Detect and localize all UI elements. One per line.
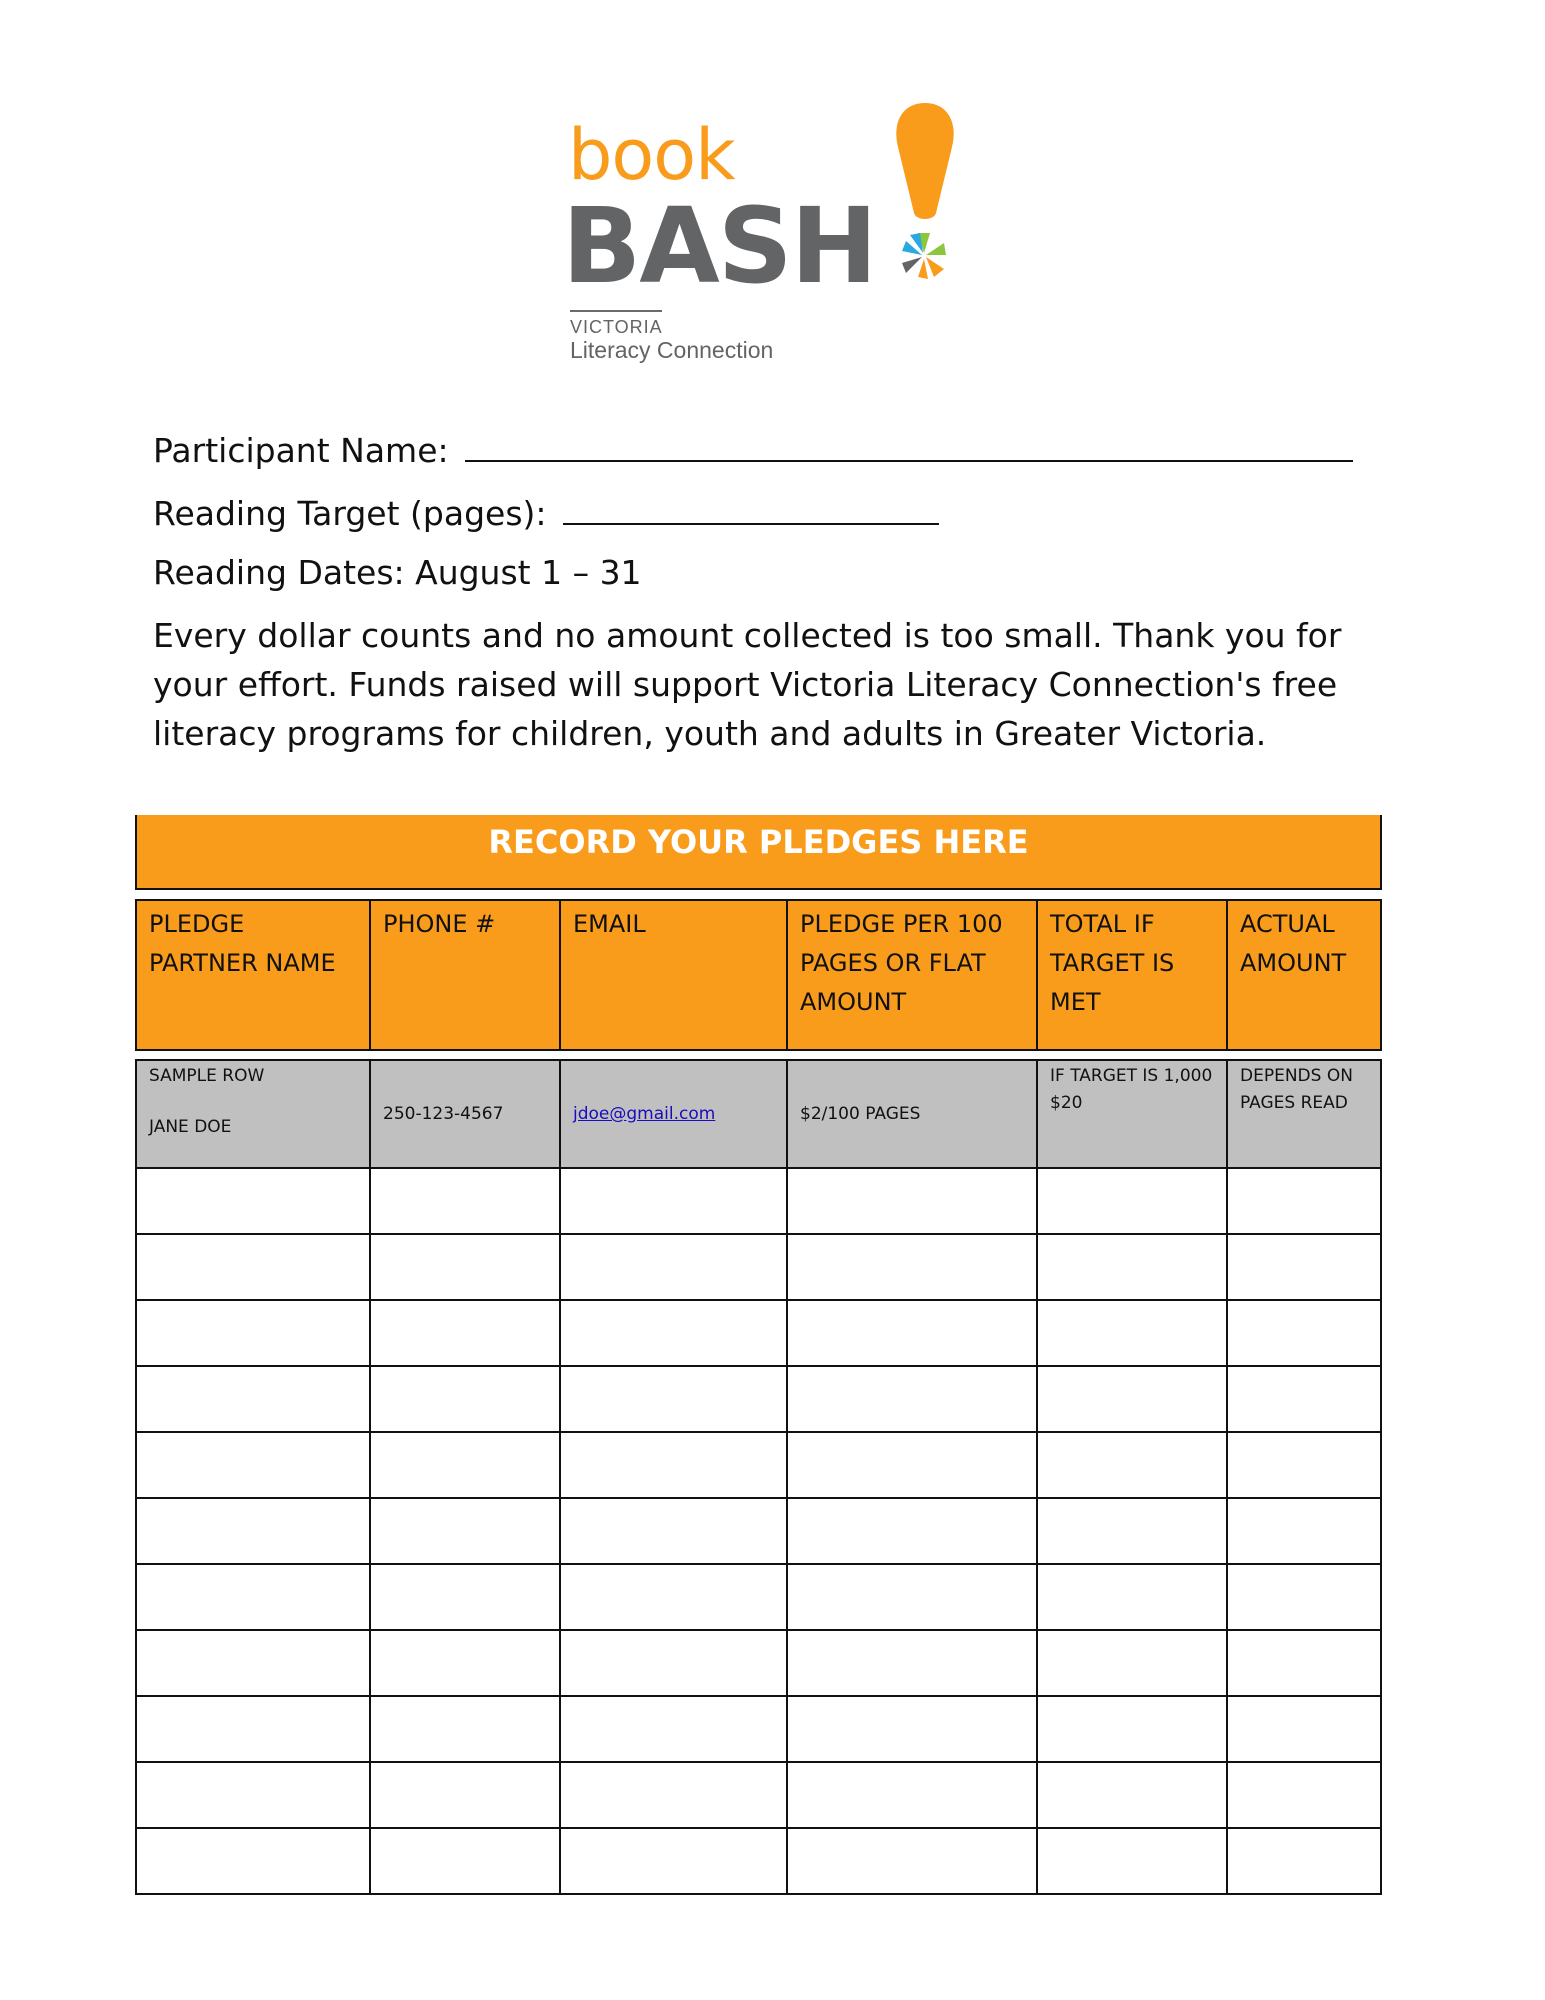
blank-pledge-row — [135, 1631, 1382, 1697]
reading-target-label: Reading Target (pages): — [153, 494, 547, 533]
blank-cell-total[interactable] — [1038, 1697, 1228, 1763]
blank-pledge-row — [135, 1565, 1382, 1631]
blank-cell-total[interactable] — [1038, 1499, 1228, 1565]
reading-target-row — [153, 493, 1373, 556]
blank-cell-actual[interactable] — [1228, 1697, 1382, 1763]
sample-total-cell — [1038, 1059, 1228, 1169]
blank-cell-phone[interactable] — [371, 1301, 561, 1367]
blank-cell-actual[interactable] — [1228, 1367, 1382, 1433]
blank-pledge-row — [135, 1763, 1382, 1829]
blank-cell-total[interactable] — [1038, 1763, 1228, 1829]
blank-cell-total[interactable] — [1038, 1433, 1228, 1499]
blank-cell-actual[interactable] — [1228, 1301, 1382, 1367]
blank-cell-email[interactable] — [561, 1367, 788, 1433]
blank-cell-email[interactable] — [561, 1763, 788, 1829]
blank-cell-phone[interactable] — [371, 1829, 561, 1895]
blank-cell-phone[interactable] — [371, 1235, 561, 1301]
sample-email-cell — [561, 1059, 788, 1169]
sample-pledge-cell — [788, 1059, 1038, 1169]
sample-actual-cell: DEPENDS ON PAGES READ — [1228, 1059, 1382, 1169]
blank-cell-actual[interactable] — [1228, 1235, 1382, 1301]
sample-total-condition: IF TARGET IS 1,000 — [1050, 1066, 1213, 1086]
form-info — [153, 430, 1373, 758]
sample-name: JANE DOE — [149, 1117, 232, 1137]
blank-cell-total[interactable] — [1038, 1829, 1228, 1895]
blank-cell-total[interactable] — [1038, 1367, 1228, 1433]
blank-cell-pledge[interactable] — [788, 1631, 1038, 1697]
reading-dates: Reading Dates: August 1 – 31 — [153, 553, 642, 592]
exclamation-leaf-icon — [880, 95, 970, 295]
blank-cell-email[interactable] — [561, 1235, 788, 1301]
pledges-banner-title: RECORD YOUR PLEDGES HERE — [488, 823, 1029, 861]
blank-cell-actual[interactable] — [1228, 1433, 1382, 1499]
blank-cell-phone[interactable] — [371, 1433, 561, 1499]
blank-cell-email[interactable] — [561, 1697, 788, 1763]
pledges-table — [135, 899, 1382, 1895]
blank-cell-pledge[interactable] — [788, 1565, 1038, 1631]
sample-pledge: $2/100 PAGES — [800, 1104, 921, 1124]
col-header-total: TOTAL IF TARGET IS MET — [1038, 899, 1228, 1051]
blank-pledge-row — [135, 1433, 1382, 1499]
blank-cell-partner-name[interactable] — [135, 1565, 371, 1631]
col-header-pledge: PLEDGE PER 100 PAGES OR FLAT AMOUNT — [788, 899, 1038, 1051]
blank-cell-total[interactable] — [1038, 1169, 1228, 1235]
blank-cell-email[interactable] — [561, 1829, 788, 1895]
col-header-actual: ACTUAL AMOUNT — [1228, 899, 1382, 1051]
blank-cell-phone[interactable] — [371, 1367, 561, 1433]
sample-name-cell — [135, 1059, 371, 1169]
blank-cell-total[interactable] — [1038, 1235, 1228, 1301]
logo-divider — [570, 310, 662, 312]
table-spacer — [135, 1051, 1382, 1059]
logo-org-victoria: VICTORIA — [570, 317, 663, 337]
blank-cell-actual[interactable] — [1228, 1565, 1382, 1631]
blank-cell-email[interactable] — [561, 1631, 788, 1697]
col-header-partner-name: PLEDGE PARTNER NAME — [135, 899, 371, 1051]
sample-email-link[interactable]: jdoe@gmail.com — [573, 1104, 716, 1124]
blank-cell-email[interactable] — [561, 1169, 788, 1235]
blank-cell-phone[interactable] — [371, 1763, 561, 1829]
blank-cell-actual[interactable] — [1228, 1499, 1382, 1565]
blank-cell-pledge[interactable] — [788, 1829, 1038, 1895]
blank-cell-phone[interactable] — [371, 1499, 561, 1565]
participant-name-field[interactable] — [465, 430, 1353, 462]
sample-total-amount: $20 — [1050, 1093, 1083, 1113]
blank-cell-pledge[interactable] — [788, 1235, 1038, 1301]
blank-cell-email[interactable] — [561, 1433, 788, 1499]
blank-pledge-row — [135, 1697, 1382, 1763]
sample-row-label: SAMPLE ROW — [149, 1066, 265, 1086]
blank-cell-partner-name[interactable] — [135, 1697, 371, 1763]
participant-name-row — [153, 430, 1373, 493]
blank-cell-actual[interactable] — [1228, 1631, 1382, 1697]
blank-cell-phone[interactable] — [371, 1697, 561, 1763]
blank-cell-pledge[interactable] — [788, 1367, 1038, 1433]
blank-pledge-row — [135, 1367, 1382, 1433]
reading-target-field[interactable] — [563, 493, 939, 525]
blank-cell-partner-name[interactable] — [135, 1367, 371, 1433]
blank-pledge-row — [135, 1499, 1382, 1565]
blank-cell-pledge[interactable] — [788, 1499, 1038, 1565]
blank-pledge-row — [135, 1235, 1382, 1301]
participant-name-label: Participant Name: — [153, 431, 449, 470]
blank-cell-actual[interactable] — [1228, 1763, 1382, 1829]
blank-cell-pledge[interactable] — [788, 1301, 1038, 1367]
blank-cell-partner-name[interactable] — [135, 1301, 371, 1367]
pledges-banner — [135, 815, 1382, 890]
blank-cell-total[interactable] — [1038, 1631, 1228, 1697]
blank-pledge-row — [135, 1169, 1382, 1235]
sample-phone: 250-123-4567 — [383, 1104, 504, 1124]
blank-cell-partner-name[interactable] — [135, 1433, 371, 1499]
table-header-row — [135, 899, 1382, 1051]
blank-cell-phone[interactable] — [371, 1169, 561, 1235]
blank-cell-partner-name[interactable] — [135, 1169, 371, 1235]
fundraising-message: Every dollar counts and no amount collected is too small. Thank you for your effort. Funds raised will support Victoria Literacy Connection's free literacy programs for children, youth and adults in Greater Victoria. — [153, 616, 1342, 753]
blank-cell-actual[interactable] — [1228, 1829, 1382, 1895]
blank-cell-partner-name[interactable] — [135, 1499, 371, 1565]
blank-pledge-row — [135, 1301, 1382, 1367]
sample-row — [135, 1059, 1382, 1169]
blank-cell-phone[interactable] — [371, 1565, 561, 1631]
blank-cell-email[interactable] — [561, 1565, 788, 1631]
blank-cell-total[interactable] — [1038, 1565, 1228, 1631]
blank-cell-partner-name[interactable] — [135, 1763, 371, 1829]
blank-cell-email[interactable] — [561, 1301, 788, 1367]
blank-cell-pledge[interactable] — [788, 1433, 1038, 1499]
book-bash-logo — [560, 100, 960, 370]
blank-cell-email[interactable] — [561, 1499, 788, 1565]
blank-pledge-row — [135, 1829, 1382, 1895]
blank-cell-partner-name[interactable] — [135, 1631, 371, 1697]
logo-word-bash: BASH — [562, 185, 876, 307]
blank-cell-phone[interactable] — [371, 1631, 561, 1697]
blank-cell-pledge[interactable] — [788, 1697, 1038, 1763]
col-header-phone: PHONE # — [371, 899, 561, 1051]
col-header-email: EMAIL — [561, 899, 788, 1051]
blank-cell-total[interactable] — [1038, 1301, 1228, 1367]
blank-cell-partner-name[interactable] — [135, 1235, 371, 1301]
blank-cell-pledge[interactable] — [788, 1169, 1038, 1235]
blank-cell-partner-name[interactable] — [135, 1829, 371, 1895]
sample-phone-cell — [371, 1059, 561, 1169]
blank-cell-actual[interactable] — [1228, 1169, 1382, 1235]
logo-org-name: Literacy Connection — [570, 337, 774, 363]
logo-word-book: book — [568, 114, 735, 196]
blank-cell-pledge[interactable] — [788, 1763, 1038, 1829]
